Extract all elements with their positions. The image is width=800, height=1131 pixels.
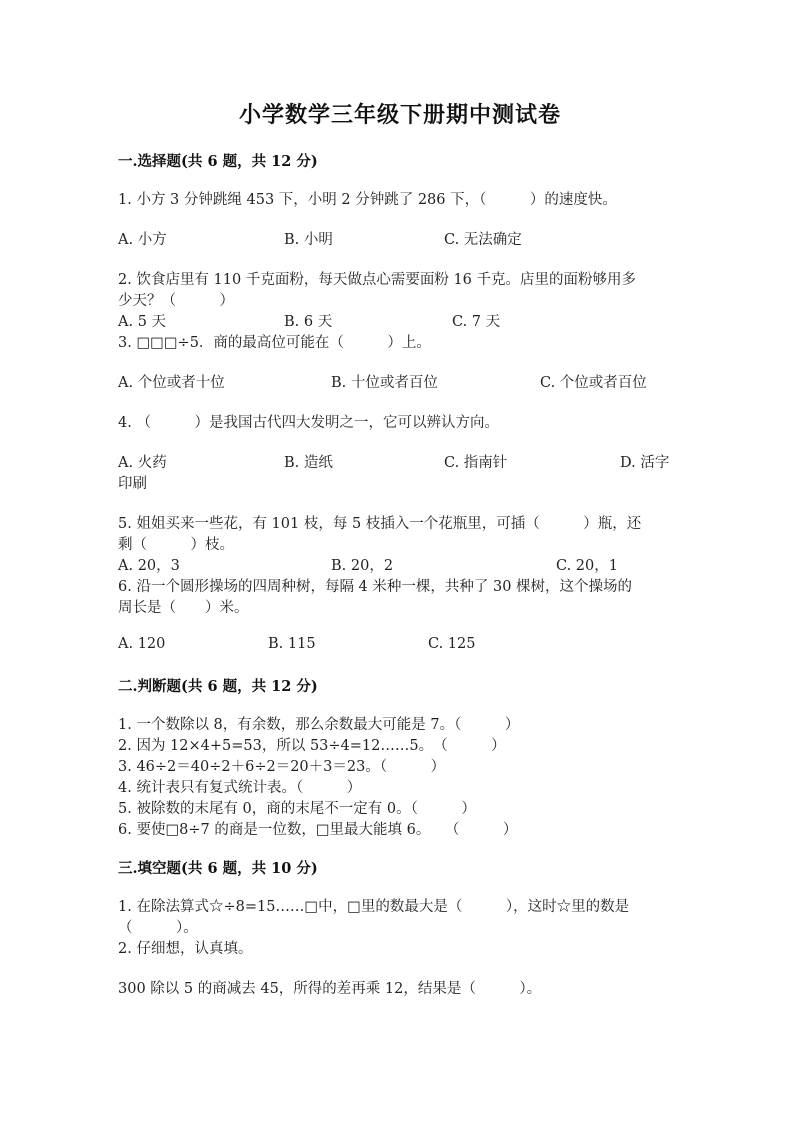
judgement-item: 5. 被除数的末尾有 0，商的末尾不一定有 0。（ ） <box>118 801 476 817</box>
question-text: 6. 沿一个圆形操场的四周种树，每隔 4 米种一棵，共种了 30 棵树，这个操场的 <box>118 579 633 595</box>
option-b: B. 造纸 <box>284 455 333 471</box>
option-c: C. 7 天 <box>452 314 501 330</box>
section-heading-fill-blank: 三.填空题(共 6 题，共 10 分) <box>118 860 318 877</box>
fill-blank-subquestion: 300 除以 5 的商减去 45，所得的差再乘 12，结果是（ ）。 <box>118 981 542 997</box>
question-text: 1. 小方 3 分钟跳绳 453 下，小明 2 分钟跳了 286 下，（ ）的速度快。 <box>118 192 617 208</box>
option-b: B. 十位或者百位 <box>331 375 438 391</box>
judgement-item: 2. 因为 12×4+5=53，所以 53÷4=12……5。 （ ） <box>118 738 506 754</box>
question-text: 5. 姐姐买来一些花，有 101 枝，每 5 枝插入一个花瓶里，可插（ ）瓶，还 <box>118 516 642 532</box>
option-b: B. 6 天 <box>284 314 333 330</box>
option-a: A. 个位或者十位 <box>118 375 225 391</box>
option-d-continued: 印刷 <box>118 476 147 492</box>
question-text: 2. 饮食店里有 110 千克面粉，每天做点心需要面粉 16 千克。店里的面粉够用多 <box>118 272 637 288</box>
option-d: D. 活字 <box>620 455 670 471</box>
page-title: 小学数学三年级下册期中测试卷 <box>238 102 561 128</box>
question-text: 3. □□□÷5．商的最高位可能在（ ）上。 <box>118 335 431 351</box>
fill-blank-question: 2. 仔细想，认真填。 <box>118 941 253 957</box>
option-c: C. 指南针 <box>444 455 508 471</box>
option-a: A. 120 <box>118 636 166 652</box>
option-c: C. 125 <box>428 636 476 652</box>
option-b: B. 20，2 <box>331 558 394 574</box>
question-text-continued: 周长是（ ）米。 <box>118 600 249 616</box>
option-c: C. 20，1 <box>556 558 618 574</box>
question-text-continued: 剩（ ）枝。 <box>118 537 234 553</box>
option-c: C. 个位或者百位 <box>540 375 647 391</box>
question-text-continued: 少天？（ ） <box>118 293 234 309</box>
option-a: A. 火药 <box>118 455 167 471</box>
option-a: A. 小方 <box>118 232 167 248</box>
option-b: B. 115 <box>268 636 316 652</box>
fill-blank-question: 1. 在除法算式☆÷8=15……□中，□里的数最大是（ ），这时☆里的数是 <box>118 899 630 915</box>
option-a: A. 5 天 <box>118 314 167 330</box>
judgement-item: 4. 统计表只有复式统计表。（ ） <box>118 780 362 796</box>
fill-blank-question-continued: （ ）。 <box>118 920 198 936</box>
section-heading-judgement: 二.判断题(共 6 题，共 12 分) <box>118 678 318 695</box>
question-text: 4. （ ）是我国古代四大发明之一，它可以辨认方向。 <box>118 415 499 431</box>
option-b: B. 小明 <box>284 232 333 248</box>
section-heading-choice: 一.选择题(共 6 题，共 12 分) <box>118 153 318 170</box>
judgement-item: 3. 46÷2＝40÷2＋6÷2＝20＋3＝23。（ ） <box>118 759 446 775</box>
option-c: C. 无法确定 <box>444 232 522 248</box>
judgement-item: 6. 要使□8÷7 的商是一位数，□里最大能填 6。 （ ） <box>118 822 518 838</box>
judgement-item: 1. 一个数除以 8，有余数，那么余数最大可能是 7。（ ） <box>118 717 520 733</box>
option-a: A. 20，3 <box>118 558 180 574</box>
